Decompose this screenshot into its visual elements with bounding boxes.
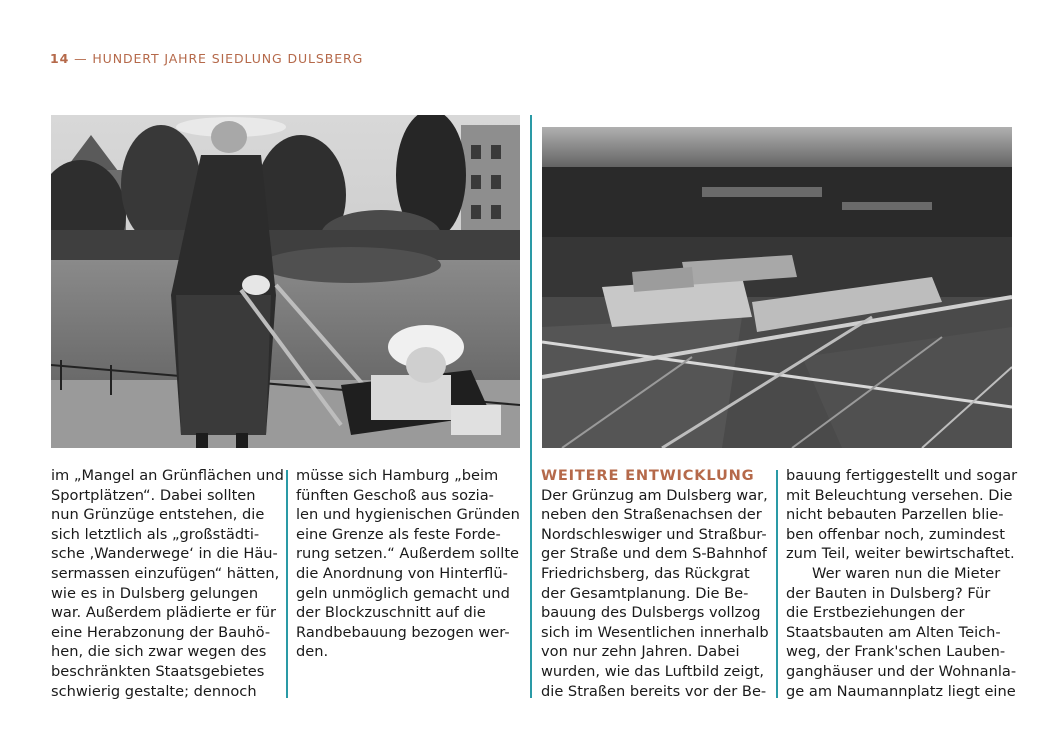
text-line: Wer waren nun die Mieter — [812, 564, 1001, 582]
text-line: sich letztlich als „großstädti- — [51, 525, 260, 543]
text-line: den. — [296, 643, 329, 661]
column-rule — [286, 470, 288, 698]
text-line: weg, der Frank'schen Lauben- — [786, 643, 1006, 661]
text-line: eine Grenze als feste Forde- — [296, 525, 501, 543]
text-column-1 — [51, 466, 283, 701]
running-header — [50, 51, 363, 66]
text-line: müsse sich Hamburg „beim — [296, 467, 499, 484]
text-line: sermassen einzufügen“ hätten, — [51, 564, 280, 582]
text-line: nun Grünzüge entstehen, die — [51, 506, 265, 524]
text-line: die Erstbeziehungen der — [786, 604, 965, 622]
text-line: zum Teil, weiter bewirtschaftet. — [786, 545, 1015, 563]
text-line: war. Außerdem plädierte er für — [51, 604, 276, 622]
page-number: 14 — [50, 51, 70, 66]
text-line: wurden, wie das Luftbild zeigt, — [541, 662, 765, 680]
photo-left-drawing — [51, 115, 520, 448]
column-rule — [776, 470, 778, 698]
woman-with-child-in-stroller-photo — [51, 115, 520, 448]
running-title: — HUNDERT JAHRE SIEDLUNG DULSBERG — [74, 51, 364, 66]
section-subheading: WEITERE ENTWICKLUNG — [541, 467, 755, 484]
aerial-view-dulsberg-photo — [542, 127, 1012, 448]
text-column-4 — [786, 466, 1018, 701]
text-line: bauung fertiggestellt und sogar — [786, 467, 1018, 484]
text-line: die Straßen bereits vor der Be- — [541, 682, 767, 700]
text-line: im „Mangel an Grünflächen und — [51, 467, 284, 484]
text-line: len und hygienischen Gründen — [296, 506, 520, 524]
text-line: der Bauten in Dulsberg? Für — [786, 584, 991, 602]
text-line: bauung des Dulsbergs vollzog — [541, 604, 761, 622]
text-line: eine Herabzonung der Bauhö- — [51, 623, 271, 641]
text-line: Randbebauung bezogen wer- — [296, 623, 510, 641]
text-line: Staatsbauten am Alten Teich- — [786, 623, 1001, 641]
text-line: geln unmöglich gemacht und — [296, 584, 510, 602]
text-line: Sportplätzen“. Dabei sollten — [51, 486, 256, 504]
text-line: Nordschleswiger und Straßbur- — [541, 525, 767, 543]
text-line: der Gesamtplanung. Die Be- — [541, 584, 749, 602]
text-column-3 — [541, 466, 773, 701]
text-line: sich im Wesentlichen innerhalb — [541, 623, 769, 641]
text-line: neben den Straßenachsen der — [541, 506, 762, 524]
text-line: beschränkten Staatsgebietes — [51, 662, 265, 680]
text-line: fünften Geschoß aus sozia- — [296, 486, 494, 504]
text-line: ge am Naumannplatz liegt eine — [786, 682, 1016, 700]
text-line: schwierig gestalte; dennoch — [51, 682, 257, 700]
column-rule — [530, 115, 532, 698]
text-line: sche ‚Wanderwege‘ in die Häu- — [51, 545, 278, 563]
text-line: ger Straße und dem S-Bahnhof — [541, 545, 767, 563]
text-line: Friedrichsberg, das Rückgrat — [541, 564, 750, 582]
text-line: mit Beleuchtung versehen. Die — [786, 486, 1013, 504]
text-column-2 — [296, 466, 528, 662]
text-line: Der Grünzug am Dulsberg war, — [541, 486, 768, 504]
photo-right-drawing — [542, 127, 1012, 448]
text-line: von nur zehn Jahren. Dabei — [541, 643, 740, 661]
text-line: ganghäuser und der Wohnanla- — [786, 662, 1017, 680]
text-line: nicht bebauten Parzellen blie- — [786, 506, 1004, 524]
text-line: rung setzen.“ Außerdem sollte — [296, 545, 520, 563]
text-line: ben offenbar noch, zumindest — [786, 525, 1005, 543]
text-line: hen, die sich zwar wegen des — [51, 643, 267, 661]
text-line: wie es in Dulsberg gelungen — [51, 584, 259, 602]
text-line: der Blockzuschnitt auf die — [296, 604, 486, 622]
text-line: die Anordnung von Hinterflü- — [296, 564, 508, 582]
